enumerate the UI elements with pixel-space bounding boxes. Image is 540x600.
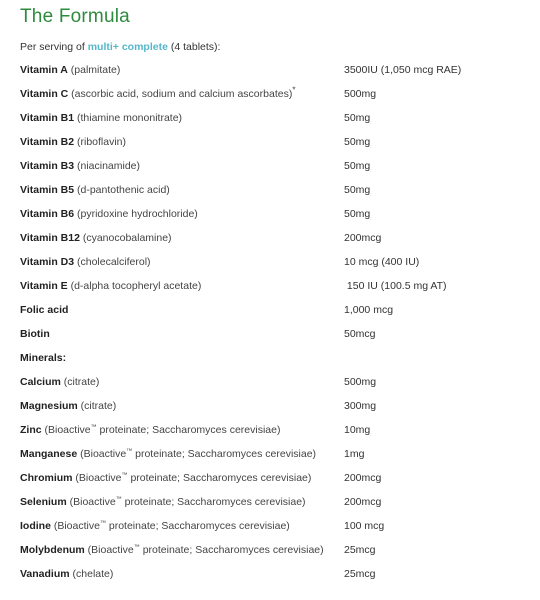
table-row [18,514,518,538]
table-row [18,226,518,250]
nutrient-source-detail: proteinate; Saccharomyces cerevisiae) [139,544,324,556]
nutrient-cell [18,250,342,274]
table-row [18,394,518,418]
nutrient-name: Magnesium [20,400,78,412]
table-row [18,106,518,130]
amount-cell [342,202,518,226]
nutrient-cell [18,514,342,538]
nutrient-name: Vitamin A [20,64,68,76]
table-row [18,466,518,490]
nutrient-cell [18,298,342,322]
amount-cell [342,466,518,490]
nutrient-name: Folic acid [20,304,69,316]
table-row [18,202,518,226]
table-row [18,370,518,394]
nutrient-cell [18,562,342,586]
nutrient-cell [18,130,342,154]
nutrient-amount: 50mcg [344,328,376,340]
nutrient-cell [18,82,342,106]
nutrient-source: (d-alpha tocopheryl acetate) [67,280,202,292]
trademark-mark: ™ [121,472,128,479]
nutrient-source: (thiamine mononitrate) [74,112,183,124]
amount-cell [342,370,518,394]
nutrient-amount: 300mg [344,400,377,412]
amount-cell [342,106,518,130]
nutrient-source: (chelate) [69,568,114,580]
nutrient-cell [18,274,342,298]
amount-cell [342,538,518,562]
nutrient-source: (ascorbic acid, sodium and calcium ascorbates) [68,88,293,100]
nutrient-cell [18,346,342,370]
table-row [18,442,518,466]
amount-cell [342,154,518,178]
nutrient-name: Biotin [20,328,50,340]
nutrient-cell [18,154,342,178]
intro-suffix: (4 tablets): [167,41,221,53]
page-title: The Formula [20,6,130,27]
nutrient-source: (d-pantothenic acid) [74,184,170,196]
nutrient-source: (cholecalciferol) [74,256,151,268]
amount-cell [342,130,518,154]
nutrient-cell [18,442,342,466]
nutrient-amount: 10 mcg (400 IU) [344,256,420,268]
nutrient-source: (Bioactive [84,544,134,556]
table-row [18,346,518,370]
nutrient-source: (pyridoxine hydrochloride) [74,208,198,220]
nutrient-cell [18,394,342,418]
nutrient-name: Vitamin D3 [20,256,75,268]
nutrient-source-detail: proteinate; Saccharomyces cerevisiae) [127,472,312,484]
nutrient-cell [18,418,342,442]
nutrient-source: (citrate) [60,376,100,388]
serving-intro [20,41,220,53]
nutrient-cell [18,490,342,514]
nutrient-name: Zinc [20,424,42,436]
nutrient-name: Vitamin E [20,280,68,292]
amount-cell [342,394,518,418]
table-row [18,298,518,322]
nutrient-amount: 25mcg [344,568,376,580]
nutrient-amount: 200mcg [344,472,382,484]
amount-cell [342,298,518,322]
amount-cell [342,178,518,202]
nutrient-source: (Bioactive [72,472,122,484]
nutrient-source: (Bioactive [41,424,91,436]
nutrient-source: (palmitate) [67,64,121,76]
nutrient-amount: 200mcg [344,496,382,508]
nutrient-name: Chromium [20,472,73,484]
nutrient-amount: 10mg [344,424,371,436]
nutrient-amount: 500mg [344,88,377,100]
nutrient-amount: 50mg [344,184,371,196]
amount-cell [342,226,518,250]
nutrient-cell [18,322,342,346]
table-row [18,274,518,298]
nutrient-name: Selenium [20,496,67,508]
nutrient-name: Manganese [20,448,78,460]
nutrient-name: Iodine [20,520,51,532]
nutrient-name: Calcium [20,376,61,388]
nutrient-source-detail: proteinate; Saccharomyces cerevisiae) [96,424,281,436]
nutrient-source: (niacinamide) [74,160,141,172]
nutrient-source-detail: proteinate; Saccharomyces cerevisiae) [121,496,306,508]
nutrient-amount: 50mg [344,112,371,124]
nutrient-source: (Bioactive [77,448,127,460]
amount-cell [342,58,518,82]
nutrient-amount: 1mg [344,448,365,460]
nutrient-source: (riboflavin) [74,136,127,148]
trademark-mark: ™ [115,496,122,503]
nutrient-cell [18,58,342,82]
table-row [18,154,518,178]
table-row [18,418,518,442]
trademark-mark: ™ [126,448,133,455]
nutrient-source: (citrate) [77,400,117,412]
nutrient-cell [18,178,342,202]
trademark-mark: ™ [133,544,140,551]
formula-table [18,58,518,586]
table-row [18,562,518,586]
amount-cell [342,346,518,370]
nutrient-cell [18,226,342,250]
nutrient-name: Vitamin B3 [20,160,75,172]
table-row [18,82,518,106]
nutrient-amount: 3500IU (1,050 mcg RAE) [344,64,462,76]
nutrient-cell [18,106,342,130]
nutrient-name: Vitamin C [20,88,69,100]
product-name: multi+ complete [87,41,168,53]
nutrient-amount: 50mg [344,208,371,220]
nutrient-amount: 500mg [344,376,377,388]
nutrient-name: Vitamin B5 [20,184,75,196]
nutrient-cell [18,370,342,394]
nutrient-name: Vitamin B6 [20,208,75,220]
table-row [18,322,518,346]
amount-cell [342,490,518,514]
amount-cell [342,418,518,442]
table-row [18,130,518,154]
nutrient-source-detail: proteinate; Saccharomyces cerevisiae) [132,448,317,460]
amount-cell [342,274,518,298]
nutrient-amount: 50mg [344,160,371,172]
nutrient-name: Vitamin B1 [20,112,75,124]
formula-table-body [18,58,518,586]
trademark-mark: ™ [99,520,106,527]
nutrient-cell [18,466,342,490]
table-row [18,178,518,202]
table-row [18,538,518,562]
nutrient-amount: 150 IU (100.5 mg AT) [344,280,447,292]
nutrient-source: (Bioactive [66,496,116,508]
table-row [18,58,518,82]
table-row [18,250,518,274]
nutrient-name: Vitamin B2 [20,136,75,148]
amount-cell [342,82,518,106]
amount-cell [342,514,518,538]
nutrient-amount: 200mcg [344,232,382,244]
nutrient-cell [18,538,342,562]
amount-cell [342,562,518,586]
nutrient-amount: 25mcg [344,544,376,556]
nutrient-name: Molybdenum [20,544,85,556]
nutrient-source-detail: proteinate; Saccharomyces cerevisiae) [105,520,290,532]
nutrient-name: Minerals: [20,352,67,364]
trademark-mark: ™ [90,424,97,431]
nutrient-source: (Bioactive [50,520,100,532]
nutrient-source: (cyanocobalamine) [79,232,172,244]
nutrient-name: Vanadium [20,568,70,580]
amount-cell [342,442,518,466]
nutrient-amount: 50mg [344,136,371,148]
nutrient-cell [18,202,342,226]
nutrient-name: Vitamin B12 [20,232,80,244]
amount-cell [342,322,518,346]
footnote-mark: * [292,85,296,95]
amount-cell [342,250,518,274]
nutrient-amount: 1,000 mcg [344,304,394,316]
nutrient-amount: 100 mcg [344,520,385,532]
intro-prefix: Per serving of [20,41,88,53]
table-row [18,490,518,514]
